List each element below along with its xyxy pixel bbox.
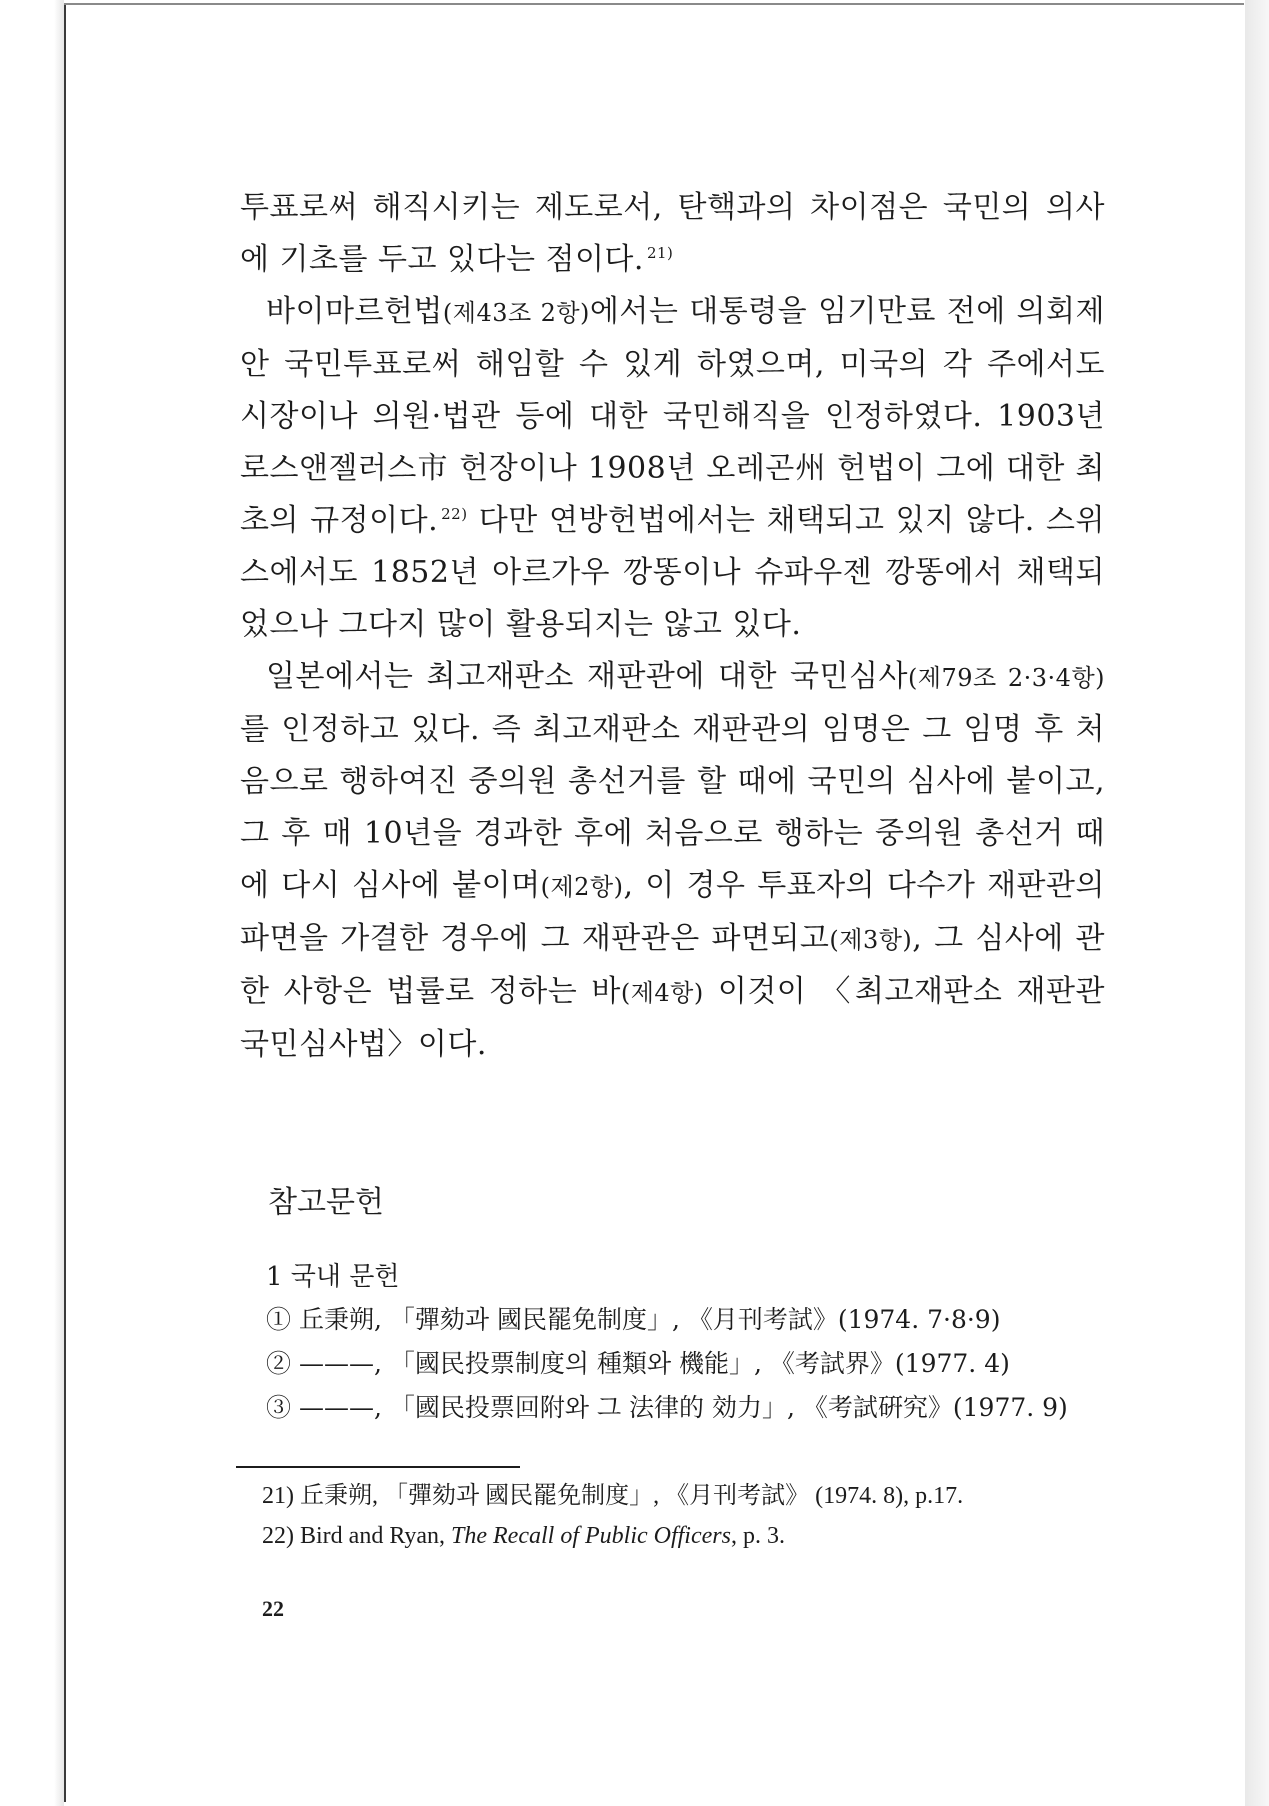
footnote-ref-21: 21) bbox=[646, 244, 674, 262]
page-right-shadow bbox=[1245, 0, 1269, 1806]
page-left-edge bbox=[64, 4, 66, 1802]
footnote-22-title: The Recall of Public Officers bbox=[451, 1523, 731, 1549]
reference-item: ③ ———, 「國民投票回附와 그 法律的 効力」, 《考試硏究》(1977. 9) bbox=[266, 1393, 1068, 1422]
paragraph-text: 에서는 대통령을 임기만료 전에 의회제안 국민투표로써 해임할 수 있게 하였으며, 미국의 각 주에서도 시장이나 의원·법관 등에 대한 국민해직을 인정하였다. 1903년 로스앤젤러스市 헌장이나 1908년 오레곤州 헌법이 그에 대한 최초의 규정이다. bbox=[240, 294, 1105, 538]
page-content bbox=[240, 182, 1105, 1429]
reference-item: ② ———, 「國民投票制度의 種類와 機能」, 《考試界》(1977. 4) bbox=[266, 1349, 1010, 1378]
footnote-21: 21) 丘秉朔, 「彈劾과 國民罷免制度」, 《月刊考試》 (1974. 8), p.17. bbox=[262, 1483, 964, 1509]
paragraph-recall-definition bbox=[240, 182, 1105, 286]
article-citation: (제43조 2항) bbox=[442, 299, 590, 327]
reference-item: ① 丘秉朔, 「彈劾과 國民罷免制度」, 《月刊考試》(1974. 7·8·9) bbox=[266, 1305, 1001, 1334]
paragraph-text: 투표로써 해직시키는 제도로서, 탄핵과의 차이점은 국민의 의사에 기초를 두고 있다는 점이다. bbox=[240, 190, 1105, 277]
footnote-divider bbox=[236, 1466, 520, 1468]
article-citation: (제4항) bbox=[620, 979, 704, 1007]
paragraph-text: 일본에서는 최고재판소 재판관에 대한 국민심사 bbox=[266, 659, 908, 694]
page-top-edge bbox=[64, 3, 1244, 5]
article-citation: (제2항) bbox=[540, 873, 624, 901]
paragraph-japan-review bbox=[240, 651, 1105, 1071]
paragraph-text: 다만 연방헌법에서는 채택되고 있지 않다. 스위스에서도 1852년 아르가우 깡똥이나 슈파우젠 깡똥에서 채택되었으나 그다지 많이 활용되지는 않고 있다. bbox=[240, 503, 1106, 642]
paragraph-text: 를 인정하고 있다. 즉 최고재판소 재판관의 임명은 그 임명 후 처음으로 행하여진 중의원 총선거를 할 때에 국민의 심사에 붙이고, 그 후 매 10년을 경과한 후에 처음으로 행하는 중의원 총선거 때에 다시 심사에 붙이며 bbox=[240, 712, 1105, 903]
page-number: 22 bbox=[262, 1596, 284, 1621]
footnote-22-suffix: , p. 3. bbox=[730, 1523, 785, 1549]
paragraph-weimar-us-swiss bbox=[240, 286, 1105, 651]
paragraph-text: 바이마르헌법 bbox=[266, 294, 443, 329]
article-citation: (제79조 2·3·4항) bbox=[907, 664, 1105, 692]
paragraph-text: , 이 경우 투표자의 다수가 재판관의 파면을 가결한 경우에 그 재판관은 파면되고 bbox=[240, 868, 1105, 956]
page-left-shadow bbox=[54, 0, 64, 1806]
paragraph-text: , 그 심사에 관한 사항은 법률로 정하는 바 bbox=[240, 921, 1105, 1009]
references-subheading: 1 국내 문헌 bbox=[266, 1262, 400, 1292]
footnote-ref-22: 22) bbox=[441, 505, 468, 523]
footnotes bbox=[262, 1476, 963, 1556]
article-citation: (제3항) bbox=[829, 926, 913, 954]
footnote-22-prefix: 22) Bird and Ryan, bbox=[262, 1523, 452, 1549]
paragraph-text: 이것이 〈최고재판소 재판관 국민심사법〉이다. bbox=[240, 974, 1105, 1062]
footnote-22 bbox=[262, 1516, 963, 1556]
references-heading: 참고문헌 bbox=[268, 1185, 384, 1220]
